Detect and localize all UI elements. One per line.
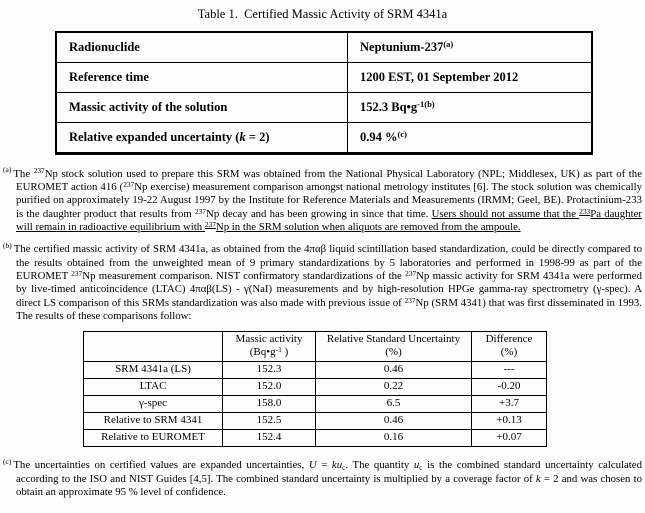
row-label: Relative to EUROMET <box>84 429 223 446</box>
header-relative-standard-uncertainty <box>316 331 472 361</box>
footnote-c-marker: (c) <box>3 456 12 466</box>
footnote-b-marker: (b) <box>3 240 12 250</box>
uncertainty-cell: 0.22 <box>316 378 472 395</box>
uncertainty-value: 0.94 %$^{(c)}$ <box>348 123 593 154</box>
uncertainty-cell: 0.46 <box>316 361 472 378</box>
row-label: LTAC <box>84 378 223 395</box>
difference-cell: +0.07 <box>472 429 547 446</box>
row-label: Relative to SRM 4341 <box>84 412 223 429</box>
table-row-radionuclide <box>56 32 592 63</box>
header-massic-activity <box>223 331 316 361</box>
table-title: Table 1. Certified Massic Activity of SRM 4341a <box>197 7 448 21</box>
uncertainty-cell: 6.5 <box>316 395 472 412</box>
massic-activity-cell: 152.5 <box>223 412 316 429</box>
comparison-row-ltac <box>84 378 547 395</box>
header-difference-line2: (%) <box>500 346 518 359</box>
massic-activity-value: 152.3 $Bq•g^{-1(b)}$ <box>348 93 593 123</box>
uncertainty-cell: 0.16 <box>316 429 472 446</box>
uncertainty-label: Relative expanded uncertainty (k = 2) <box>56 123 348 154</box>
uncertainty-cell: 0.46 <box>316 412 472 429</box>
radionuclide-label: Radionuclide <box>56 32 348 63</box>
footnote-a-marker: (a) <box>3 165 12 174</box>
massic-activity-cell: 152.3 <box>223 361 316 378</box>
table-row-massic-activity <box>56 93 592 123</box>
table-row-reference-time <box>56 63 592 93</box>
row-label: γ-spec <box>84 395 223 412</box>
footnote-c-text: The uncertainties on certified values are expanded uncertainties, U = kuc. The quantity uc is the combined standard uncertainty calculated according to the ISO and NIST Guides [4,5]. The combined standard uncertainty is multiplied by a coverage factor of k = 2 and was chosen to obtain an approximate 95 % level of confidence. <box>13 459 643 499</box>
comparison-results-table <box>83 331 547 447</box>
difference-cell: +3.7 <box>472 395 547 412</box>
row-label: SRM 4341a (LS) <box>84 361 223 378</box>
header-rsu-line1: Relative Standard Uncertainty <box>326 333 461 346</box>
comparison-header-row <box>84 331 547 361</box>
massic-activity-label: Massic activity of the solution <box>56 93 348 123</box>
header-massic-activity-line2: ($Bq•g^{-1}$ ) <box>249 344 289 359</box>
footnote-c <box>3 455 642 500</box>
massic-activity-cell: 152.0 <box>223 378 316 395</box>
comparison-row-gamma-spec <box>84 395 547 412</box>
footnote-b <box>3 239 642 324</box>
difference-cell: -0.20 <box>472 378 547 395</box>
massic-activity-cell: 158.0 <box>223 395 316 412</box>
comparison-row-relative-srm4341 <box>84 412 547 429</box>
comparison-row-srm4341a-ls <box>84 361 547 378</box>
massic-activity-cell: 152.4 <box>223 429 316 446</box>
reference-time-label: Reference time <box>56 63 348 93</box>
table-row-uncertainty <box>56 123 592 154</box>
radionuclide-value: Neptunium-237$^{(a)}$ <box>348 32 593 63</box>
reference-time-value: 1200 EST, 01 September 2012 <box>348 63 593 93</box>
comparison-row-relative-euromet <box>84 429 547 446</box>
header-rsu-line2: (%) <box>385 346 402 359</box>
difference-cell: --- <box>472 361 547 378</box>
difference-cell: +0.13 <box>472 412 547 429</box>
certified-values-table <box>55 31 593 155</box>
footnote-b-text: The certified massic activity of SRM 4341a, as obtained from the 4παβ liquid scintillation based standardization, could be directly compared to the results obtained from the unweighted mean of 9 primary standardizations by 5 laboratories and performed in 1998-99 as part of the EUROMET $^{237}$Np measurement comparison. NIST confirmatory standardizations of the $^{237}$Np massic activity for SRM 4341a were performed by live-timed anticoincidence (LTAC) 4παβ(LS) - γ(NaI) measurements and by high-resolution HPGe gamma-ray spectrometry (γ-spec). A direct LS comparison of this SRMs standardization was also made with previous issue of $^{237}$Np (SRM 4341) that was first disseminated in 1993. The results of these comparisons follow: <box>13 243 642 323</box>
header-difference <box>472 331 547 361</box>
header-empty <box>84 331 223 361</box>
footnote-a <box>3 163 642 235</box>
header-massic-activity-line1: Massic activity <box>235 333 303 346</box>
header-difference-line1: Difference <box>485 333 533 346</box>
footnotes-section <box>3 163 642 499</box>
footnote-a-text: The $^{237}$Np stock solution used to prepare this SRM was obtained from the National Physical Laboratory (NPL; Middlesex, UK) as part of the EUROMET action 416 ($^{237}$Np exercise) measurement comparison amongst national metrology institutes [6]. The stock solution was chemically purified on approximately 19-22 August 1997 by the Institute for Reference Materials and Measurements (IRMM; Geel, BE). Protactinium-233 is the daughter product that results from $^{237}$Np decay and has been growing in since that time. Users should not assume that the $^{233}$Pa daughter will remain in radioactive equilibrium with $^{237}$Np in the SRM solution when aliquots are removed from the ampoule. <box>13 166 642 234</box>
